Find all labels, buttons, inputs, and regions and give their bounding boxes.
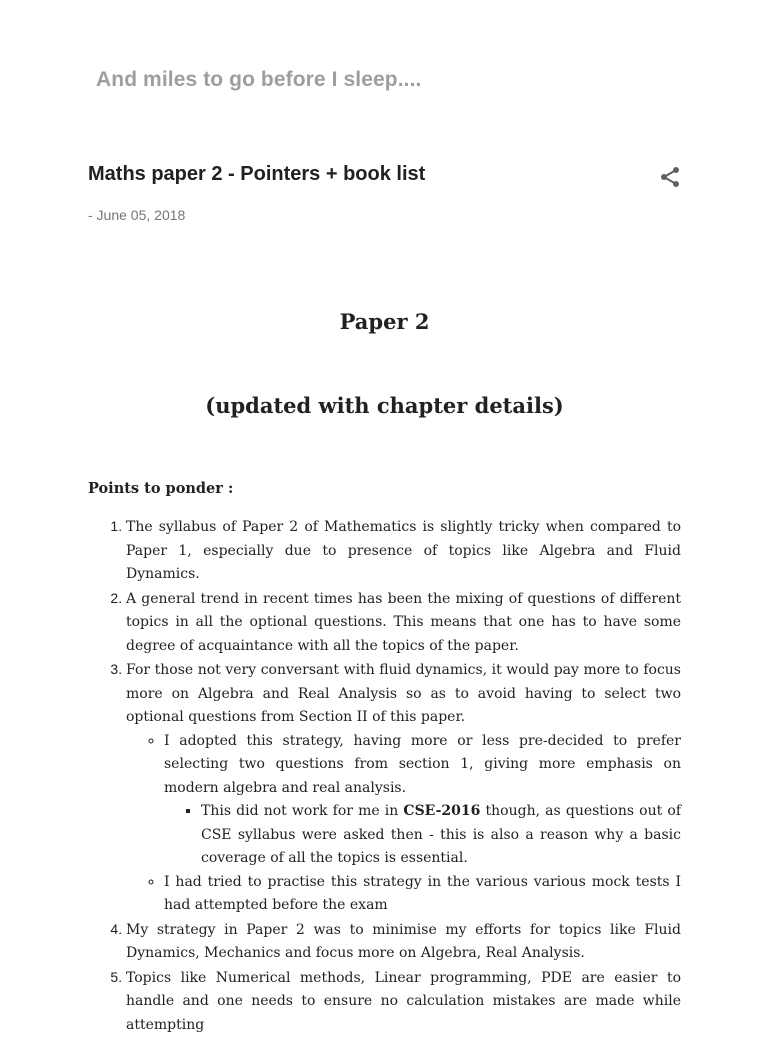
blog-title[interactable]: And miles to go before I sleep....: [96, 68, 421, 92]
sub-sub-list-item: [201, 800, 681, 871]
list-item: [126, 658, 681, 918]
post-date[interactable]: - June 05, 2018: [88, 207, 185, 223]
sub-list-item: [164, 871, 681, 918]
post-title: Maths paper 2 - Pointers + book list: [88, 163, 425, 186]
share-icon[interactable]: [658, 165, 682, 189]
list-item-text: A general trend in recent times has been the mixing of questions of different topics in all the optional questions. This means that one has to have some degree of acquaintance with all the topics of the paper.: [126, 591, 681, 654]
section-heading: Paper 2: [88, 310, 681, 334]
sub-sub-text-pre: This did not work for me in: [201, 803, 403, 819]
list-item: [126, 966, 681, 1037]
exam-name: CSE-2016: [403, 803, 480, 819]
points-list: [88, 515, 681, 1037]
sub-list-item-text: I had tried to practise this strategy in the various various mock tests I had attempted before the exam: [164, 874, 681, 914]
list-item-text: For those not very conversant with fluid dynamics, it would pay more to focus more on Algebra and Real Analysis so as to avoid having to select two optional questions from Section II of this paper.: [126, 662, 681, 725]
list-item-text: The syllabus of Paper 2 of Mathematics is slightly tricky when compared to Paper 1, especially due to presence of topics like Algebra and Fluid Dynamics.: [126, 519, 681, 582]
list-item: [126, 587, 681, 659]
sub-sub-list: [164, 800, 681, 871]
points-heading: Points to ponder :: [88, 477, 233, 501]
section-subheading: (updated with chapter details): [88, 394, 681, 418]
sub-list: [126, 730, 681, 918]
list-item: [126, 515, 681, 587]
sub-list-item-text: I adopted this strategy, having more or less pre-decided to prefer selecting two questions from section 1, giving more emphasis on modern algebra and real analysis.: [164, 733, 681, 796]
list-item-text: Topics like Numerical methods, Linear programming, PDE are easier to handle and one needs to ensure no calculation mistakes are made while attempting: [126, 970, 681, 1033]
sub-list-item: [164, 730, 681, 871]
list-item: [126, 918, 681, 966]
list-item-text: My strategy in Paper 2 was to minimise my efforts for topics like Fluid Dynamics, Mechanics and focus more on Algebra, Real Analysis.: [126, 922, 681, 962]
sub-sub-text-post: though, as questions out of CSE syllabus were asked then - this is also a reason why a basic coverage of all the topics is essential.: [201, 803, 681, 866]
